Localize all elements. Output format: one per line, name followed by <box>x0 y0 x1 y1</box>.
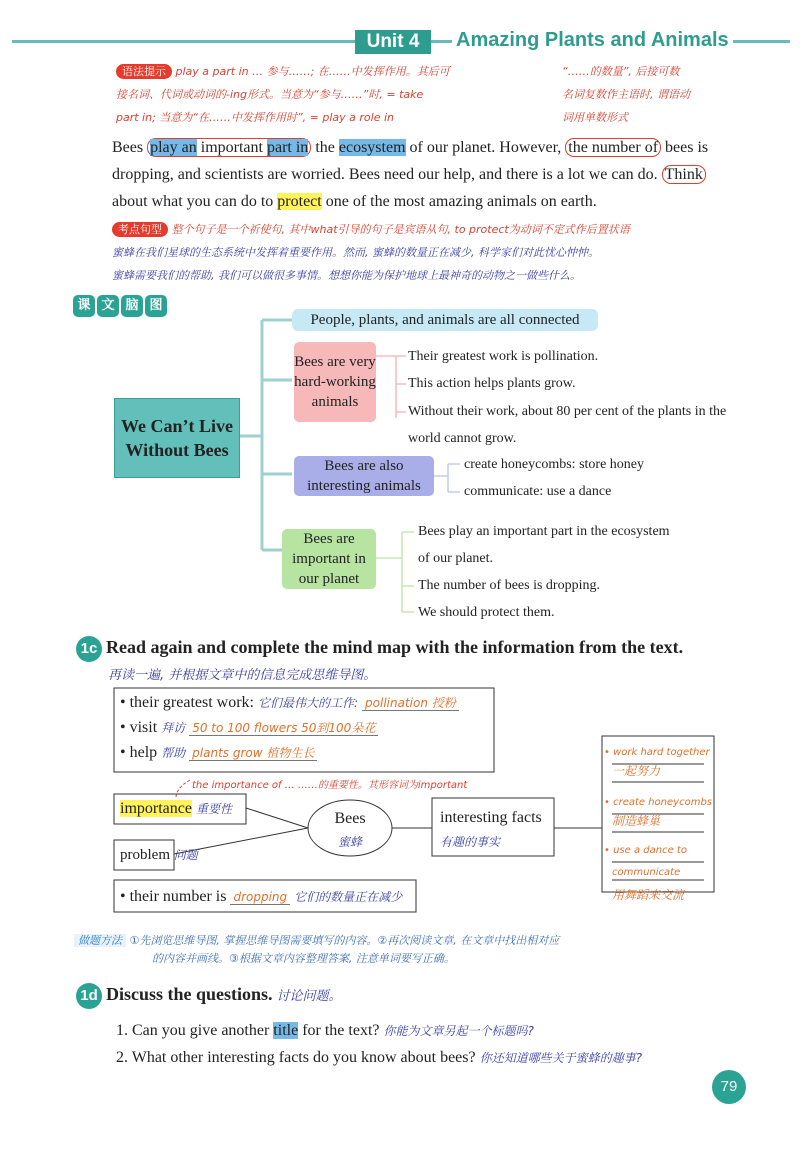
importance-note: the importance of … ……的重要性。其形容词为important <box>192 780 468 791</box>
key-sentence-note <box>112 218 772 287</box>
section-title: Discuss the questions. <box>106 984 273 1004</box>
branch2-item: communicate: use a dance <box>464 484 612 499</box>
method-note <box>74 932 764 968</box>
number-row <box>120 888 402 906</box>
key-sentence-line-3: 蜜蜂需要我们的帮助, 我们可以做很多事情。想想你能为保护地球上最神奇的动物之一做些什么。 <box>112 269 581 282</box>
method-tag: 做题方法 <box>74 934 126 947</box>
circled-the-number-of: the number of <box>565 138 661 157</box>
circled-think: Think <box>662 165 706 184</box>
greatest-work-label: • their greatest work: <box>120 694 254 711</box>
help-answer[interactable]: plants grow 植物生长 <box>189 746 317 761</box>
passage-text: one of the most amazing animals on earth. <box>321 193 597 210</box>
fact2-cn: 制造蜂巢 <box>612 814 661 828</box>
grammar-line-3: part in; 当意为“在……中发挥作用时”, = play a role in <box>116 111 395 124</box>
number-cn: 它们的数量正在减少 <box>294 890 403 904</box>
hl-title: title <box>273 1022 299 1039</box>
help-row <box>120 744 317 762</box>
unit-badge: Unit 4 <box>355 30 431 54</box>
branch1-item: world cannot grow. <box>408 431 517 446</box>
greatest-work-answer[interactable]: pollination 授粉 <box>362 696 459 711</box>
branch2-item: create honeycombs: store honey <box>464 457 644 472</box>
bees-node: Bees <box>334 810 366 827</box>
method-line-1: ①先浏览思维导图, 掌握思维导图需要填写的内容。②再次阅读文章, 在文章中找出相对应 <box>129 934 560 947</box>
fact3-en2: communicate <box>612 867 681 878</box>
key-sentence-tag: 考点句型 <box>112 222 168 237</box>
question-2-cn: 你还知道哪些关于蜜蜂的趣事? <box>479 1051 642 1065</box>
help-label: • help <box>120 744 158 761</box>
problem-cn: 问题 <box>173 848 198 862</box>
grammar-line-1: play a part in … 参与……; 在……中发挥作用。其后可 <box>175 65 450 78</box>
problem-box <box>120 846 198 864</box>
mind-map-top-branch: People, plants, and animals are all connected <box>292 309 598 331</box>
passage-word: important <box>196 139 267 156</box>
fact1-en: work hard together <box>613 747 710 758</box>
importance-box <box>120 800 232 818</box>
facts-node-cn: 有趣的事实 <box>440 835 501 849</box>
fact3-cn: 用舞蹈来交流 <box>612 888 685 902</box>
visit-label: • visit <box>120 719 158 736</box>
section-1d-subtitle: 讨论问题。 <box>276 989 342 1004</box>
key-sentence-line-1: 整个句子是一个祈使句, 其中what引导的句子是宾语从句, to protect为动词不定式作后置状语 <box>171 223 630 236</box>
greatest-work-row <box>120 694 459 712</box>
section-1d-heading <box>76 983 342 1009</box>
branch1-item: Their greatest work is pollination. <box>408 349 599 364</box>
passage-word: the <box>311 139 339 156</box>
greatest-work-cn: 它们最伟大的工作: <box>258 696 359 710</box>
section-number-badge: 1d <box>76 983 102 1009</box>
importance-word: importance <box>120 800 192 817</box>
fact3-en: use a dance to <box>613 845 687 856</box>
fact2-en: create honeycombs <box>613 797 712 808</box>
mind-map-tag-char: 图 <box>145 295 167 317</box>
number-answer[interactable]: dropping <box>230 890 290 905</box>
hl-play-an: play an <box>150 139 197 156</box>
branch3-item: The number of bees is dropping. <box>418 578 600 593</box>
mind-map-tag-char: 脑 <box>121 295 143 317</box>
number-note-3: 词用单数形式 <box>562 111 628 124</box>
passage-text: of our planet. However, <box>405 139 566 156</box>
branch3-item: We should protect them. <box>418 605 555 620</box>
hl-protect: protect <box>277 193 322 210</box>
passage-word: Bees <box>112 139 144 156</box>
grammar-note <box>116 60 536 129</box>
mind-map-tag-char: 课 <box>73 295 95 317</box>
facts-node: interesting facts <box>440 809 542 826</box>
passage <box>112 134 742 215</box>
question-2-text: 2. What other interesting facts do you know about bees? <box>116 1049 476 1066</box>
branch3-item: of our planet. <box>418 551 494 566</box>
branch3-item: Bees play an important part in the ecosystem <box>418 524 670 539</box>
number-note-1: “……的数量”, 后接可数 <box>562 65 680 78</box>
section-1c-heading <box>76 636 776 662</box>
passage-text: bees is dropping, and scientists are worried. Bees need our help, and there is a lot we can do. <box>112 139 709 183</box>
unit-title: Amazing Plants and Animals <box>452 29 733 52</box>
method-line-2: 的内容并画线。③根据文章内容整理答案, 注意单词要写正确。 <box>152 952 455 965</box>
grammar-line-2: 接名词、代词或动词的-ing形式。当意为“参与……”时, = take <box>116 88 424 101</box>
visit-row <box>120 719 378 737</box>
hl-ecosystem: ecosystem <box>338 139 406 156</box>
section-1c-subtitle: 再读一遍, 并根据文章中的信息完成思维导图。 <box>108 668 377 683</box>
visit-answer[interactable]: 50 to 100 flowers 50到100朵花 <box>189 721 378 736</box>
visit-cn: 拜访 <box>161 721 186 735</box>
number-label: • their number is <box>120 888 227 905</box>
question-1-text: 1. Can you give another <box>116 1022 274 1039</box>
mind-map-branch-2: Bees are also interesting animals <box>294 456 434 496</box>
fact-list: • work hard together 一起努力 • create honeycombs 制造蜂巢 • use a dance to communicate 用舞蹈来交流 <box>604 747 712 902</box>
problem-word: problem <box>120 847 170 863</box>
section-title: Read again and complete the mind map with the information from the text. <box>106 637 684 657</box>
page-number: 79 <box>712 1070 746 1104</box>
bees-node-cn: 蜜蜂 <box>337 835 362 849</box>
mind-map-tag-char: 文 <box>97 295 119 317</box>
importance-cn: 重要性 <box>195 802 232 816</box>
number-of-note <box>562 60 762 129</box>
mind-map-branch-3: Bees are important in our planet <box>282 529 376 589</box>
help-cn: 帮助 <box>161 746 186 760</box>
question-1-cn: 你能为文章另起一个标题吗? <box>383 1024 534 1038</box>
fact1-cn: 一起努力 <box>612 764 661 778</box>
hl-part-in: part in <box>266 139 309 156</box>
section-number-badge: 1c <box>76 636 102 662</box>
mind-map-branch-1: Bees are very hard-working animals <box>294 342 376 422</box>
key-sentence-line-2: 蜜蜂在我们星球的生态系统中发挥着重要作用。然而, 蜜蜂的数量正在减少, 科学家们对此忧心忡忡。 <box>112 246 599 259</box>
circled-phrase-play-a-part <box>147 138 311 157</box>
question-1-text: for the text? <box>298 1022 380 1039</box>
question-2 <box>116 1049 642 1067</box>
passage-text: about what you can do to <box>112 193 278 210</box>
question-1 <box>116 1022 534 1040</box>
mind-map-central: We Can’t Live Without Bees <box>114 398 240 478</box>
number-note-2: 名词复数作主语时, 谓语动 <box>562 88 690 101</box>
branch1-item: Without their work, about 80 per cent of the plants in the <box>408 404 727 419</box>
grammar-tag: 语法提示 <box>116 64 172 79</box>
branch1-item: This action helps plants grow. <box>408 376 576 391</box>
